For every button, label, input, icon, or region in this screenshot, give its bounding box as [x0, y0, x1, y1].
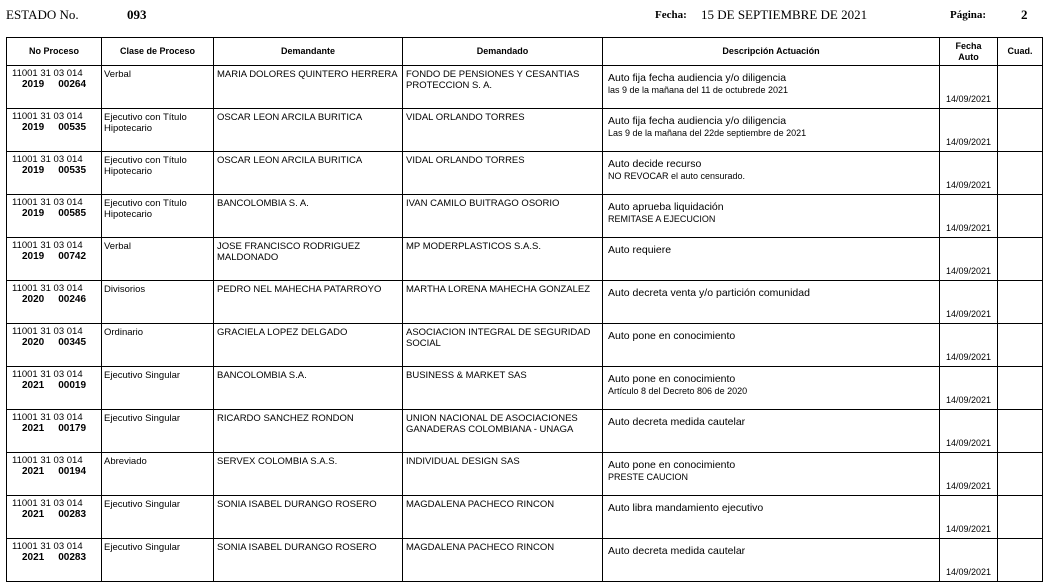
table-body — [7, 66, 1043, 582]
proceso-code: 11001 31 03 014 — [12, 412, 83, 423]
descripcion-cell — [603, 195, 940, 238]
table-row — [7, 324, 1043, 367]
demandado-cell: INDIVIDUAL DESIGN SAS — [403, 453, 603, 496]
descripcion-detail: PRESTE CAUCION — [608, 472, 689, 482]
demandante-cell: GRACIELA LOPEZ DELGADO — [214, 324, 403, 367]
table-row — [7, 109, 1043, 152]
proceso-number — [12, 122, 101, 133]
fecha-auto-cell: 14/09/2021 — [940, 324, 998, 367]
fecha-auto-cell: 14/09/2021 — [940, 539, 998, 582]
proceso-num: 00535 — [58, 122, 87, 133]
proceso-num: 00283 — [58, 509, 87, 520]
proceso-number — [12, 509, 101, 520]
proceso-code: 11001 31 03 014 — [12, 541, 83, 552]
proceso-code: 11001 31 03 014 — [12, 498, 83, 509]
demandante-cell: PEDRO NEL MAHECHA PATARROYO — [214, 281, 403, 324]
proceso-number — [12, 79, 101, 90]
descripcion-main: Auto pone en conocimiento — [608, 373, 736, 385]
cuad-cell — [998, 453, 1043, 496]
descripcion-main: Auto fija fecha audiencia y/o diligencia — [608, 115, 787, 127]
descripcion-detail: las 9 de la mañana del 11 de octubrede 2021 — [608, 85, 788, 95]
fecha-auto-cell: 14/09/2021 — [940, 238, 998, 281]
descripcion-cell — [603, 539, 940, 582]
demandado-cell: MARTHA LORENA MAHECHA GONZALEZ — [403, 281, 603, 324]
col-header-cuad: Cuad. — [998, 38, 1043, 66]
proceso-code: 11001 31 03 014 — [12, 111, 83, 122]
table-row — [7, 496, 1043, 539]
descripcion-main: Auto decreta medida cautelar — [608, 416, 746, 428]
proceso-number — [12, 423, 101, 434]
clase-cell: Ejecutivo Singular — [102, 367, 214, 410]
proceso-cell — [7, 496, 102, 539]
descripcion-main: Auto requiere — [608, 244, 672, 256]
clase-cell: Ejecutivo Singular — [102, 496, 214, 539]
proceso-code: 11001 31 03 014 — [12, 326, 83, 337]
demandado-cell: FONDO DE PENSIONES Y CESANTIAS PROTECCION S. A. — [403, 66, 603, 109]
cuad-cell — [998, 195, 1043, 238]
descripcion-cell — [603, 324, 940, 367]
demandante-cell: SONIA ISABEL DURANGO ROSERO — [214, 539, 403, 582]
demandado-cell: MAGDALENA PACHECO RINCON — [403, 496, 603, 539]
proceso-cell — [7, 367, 102, 410]
clase-cell: Ejecutivo con Título Hipotecario — [102, 109, 214, 152]
proceso-year: 2019 — [22, 208, 45, 219]
proceso-num: 00283 — [58, 552, 87, 563]
clase-cell: Ordinario — [102, 324, 214, 367]
proceso-year: 2021 — [22, 466, 45, 477]
proceso-cell — [7, 324, 102, 367]
descripcion-cell — [603, 410, 940, 453]
fecha-auto-cell: 14/09/2021 — [940, 66, 998, 109]
table-row — [7, 238, 1043, 281]
descripcion-main: Auto libra mandamiento ejecutivo — [608, 502, 764, 514]
cuad-cell — [998, 324, 1043, 367]
demandante-cell: JOSE FRANCISCO RODRIGUEZ MALDONADO — [214, 238, 403, 281]
proceso-num: 00345 — [58, 337, 87, 348]
proceso-number — [12, 337, 101, 348]
cuad-cell — [998, 109, 1043, 152]
proceso-year: 2021 — [22, 509, 45, 520]
col-header-fecha-line2: Auto — [958, 51, 979, 62]
proceso-cell — [7, 539, 102, 582]
proceso-code: 11001 31 03 014 — [12, 197, 83, 208]
fecha-auto-cell: 14/09/2021 — [940, 281, 998, 324]
table-row — [7, 539, 1043, 582]
fecha-value: 15 DE SEPTIEMBRE DE 2021 — [701, 7, 868, 22]
proceso-cell — [7, 66, 102, 109]
proceso-year: 2019 — [22, 165, 45, 176]
proceso-num: 00264 — [58, 79, 87, 90]
clase-cell: Ejecutivo con Título Hipotecario — [102, 152, 214, 195]
demandado-cell: MP MODERPLASTICOS S.A.S. — [403, 238, 603, 281]
descripcion-detail: REMITASE A EJECUCION — [608, 214, 716, 224]
descripcion-cell — [603, 66, 940, 109]
fecha-auto-cell: 14/09/2021 — [940, 410, 998, 453]
proceso-cell — [7, 453, 102, 496]
proceso-number — [12, 165, 101, 176]
pagina-number: 2 — [1021, 7, 1028, 22]
demandante-cell: MARIA DOLORES QUINTERO HERRERA — [214, 66, 403, 109]
proceso-number — [12, 294, 101, 305]
descripcion-main: Auto decreta medida cautelar — [608, 545, 746, 557]
pagina-label: Página: — [950, 9, 987, 21]
proceso-year: 2019 — [22, 251, 45, 262]
col-header-fecha-auto — [940, 38, 998, 66]
proceso-cell — [7, 109, 102, 152]
table-row — [7, 66, 1043, 109]
estado-number: 093 — [127, 7, 147, 22]
descripcion-detail: Las 9 de la mañana del 22de septiembre de 2021 — [608, 128, 807, 138]
clase-cell: Ejecutivo con Título Hipotecario — [102, 195, 214, 238]
proceso-cell — [7, 152, 102, 195]
demandante-cell: BANCOLOMBIA S. A. — [214, 195, 403, 238]
proceso-code: 11001 31 03 014 — [12, 154, 83, 165]
cuad-cell — [998, 281, 1043, 324]
demandado-cell: VIDAL ORLANDO TORRES — [403, 152, 603, 195]
proceso-code: 11001 31 03 014 — [12, 369, 83, 380]
proceso-code: 11001 31 03 014 — [12, 68, 83, 79]
proceso-num: 00535 — [58, 165, 87, 176]
descripcion-cell — [603, 496, 940, 539]
proceso-cell — [7, 238, 102, 281]
fecha-label: Fecha: — [655, 9, 687, 21]
demandado-cell: IVAN CAMILO BUITRAGO OSORIO — [403, 195, 603, 238]
descripcion-main: Auto decide recurso — [608, 158, 702, 170]
cuad-cell — [998, 367, 1043, 410]
proceso-year: 2020 — [22, 294, 45, 305]
fecha-auto-cell: 14/09/2021 — [940, 496, 998, 539]
table-row — [7, 195, 1043, 238]
proceso-number — [12, 251, 101, 262]
demandado-cell: MAGDALENA PACHECO RINCON — [403, 539, 603, 582]
fecha-auto-cell: 14/09/2021 — [940, 367, 998, 410]
table-row — [7, 410, 1043, 453]
demandante-cell: SERVEX COLOMBIA S.A.S. — [214, 453, 403, 496]
descripcion-cell — [603, 367, 940, 410]
demandante-cell: RICARDO SANCHEZ RONDON — [214, 410, 403, 453]
table-row — [7, 367, 1043, 410]
proceso-number — [12, 380, 101, 391]
col-header-demandado: Demandado — [403, 38, 603, 66]
descripcion-main: Auto aprueba liquidación — [608, 201, 724, 213]
estado-label: ESTADO No. — [6, 7, 79, 22]
clase-cell: Verbal — [102, 238, 214, 281]
proceso-cell — [7, 410, 102, 453]
demandado-cell: BUSINESS & MARKET SAS — [403, 367, 603, 410]
table-row — [7, 152, 1043, 195]
descripcion-cell — [603, 152, 940, 195]
cuad-cell — [998, 496, 1043, 539]
proceso-number — [12, 552, 101, 563]
fecha-auto-cell: 14/09/2021 — [940, 453, 998, 496]
proceso-num: 00194 — [58, 466, 87, 477]
demandante-cell: BANCOLOMBIA S.A. — [214, 367, 403, 410]
proceso-cell — [7, 281, 102, 324]
col-header-proceso: No Proceso — [7, 38, 102, 66]
cuad-cell — [998, 238, 1043, 281]
fecha-auto-cell: 14/09/2021 — [940, 152, 998, 195]
proceso-year: 2021 — [22, 552, 45, 563]
proceso-year: 2020 — [22, 337, 45, 348]
proceso-num: 00179 — [58, 423, 87, 434]
demandado-cell: UNION NACIONAL DE ASOCIACIONES GANADERAS COLOMBIANA - UNAGA — [403, 410, 603, 453]
proceso-number — [12, 208, 101, 219]
proceso-year: 2021 — [22, 380, 45, 391]
col-header-descripcion: Descripción Actuación — [603, 38, 940, 66]
proceso-num: 00742 — [58, 251, 87, 262]
table-row — [7, 281, 1043, 324]
clase-cell: Verbal — [102, 66, 214, 109]
proceso-code: 11001 31 03 014 — [12, 283, 83, 294]
demandante-cell: SONIA ISABEL DURANGO ROSERO — [214, 496, 403, 539]
col-header-demandante: Demandante — [214, 38, 403, 66]
col-header-fecha-line1: Fecha — [955, 40, 982, 51]
fecha-auto-cell: 14/09/2021 — [940, 195, 998, 238]
descripcion-main: Auto pone en conocimiento — [608, 330, 736, 342]
demandante-cell: OSCAR LEON ARCILA BURITICA — [214, 152, 403, 195]
descripcion-cell — [603, 281, 940, 324]
clase-cell: Ejecutivo Singular — [102, 410, 214, 453]
proceso-year: 2019 — [22, 79, 45, 90]
demandante-cell: OSCAR LEON ARCILA BURITICA — [214, 109, 403, 152]
descripcion-detail: Artículo 8 del Decreto 806 de 2020 — [608, 386, 748, 396]
proceso-num: 00585 — [58, 208, 87, 219]
fecha-auto-cell: 14/09/2021 — [940, 109, 998, 152]
descripcion-main: Auto fija fecha audiencia y/o diligencia — [608, 72, 787, 84]
proceso-cell — [7, 195, 102, 238]
proceso-num: 00246 — [58, 294, 87, 305]
descripcion-main: Auto pone en conocimiento — [608, 459, 736, 471]
cuad-cell — [998, 66, 1043, 109]
table-row — [7, 453, 1043, 496]
demandado-cell: VIDAL ORLANDO TORRES — [403, 109, 603, 152]
table-header-row — [7, 38, 1043, 66]
clase-cell: Ejecutivo Singular — [102, 539, 214, 582]
descripcion-detail: NO REVOCAR el auto censurado. — [608, 171, 746, 181]
demandado-cell: ASOCIACION INTEGRAL DE SEGURIDAD SOCIAL — [403, 324, 603, 367]
cuad-cell — [998, 410, 1043, 453]
cuad-cell — [998, 152, 1043, 195]
estado-table — [6, 37, 1043, 582]
proceso-year: 2019 — [22, 122, 45, 133]
clase-cell: Divisorios — [102, 281, 214, 324]
proceso-num: 00019 — [58, 380, 87, 391]
proceso-year: 2021 — [22, 423, 45, 434]
proceso-code: 11001 31 03 014 — [12, 240, 83, 251]
proceso-code: 11001 31 03 014 — [12, 455, 83, 466]
cuad-cell — [998, 539, 1043, 582]
descripcion-main: Auto decreta venta y/o partición comunidad — [608, 287, 810, 299]
descripcion-cell — [603, 238, 940, 281]
descripcion-cell — [603, 109, 940, 152]
proceso-number — [12, 466, 101, 477]
descripcion-cell — [603, 453, 940, 496]
clase-cell: Abreviado — [102, 453, 214, 496]
col-header-clase: Clase de Proceso — [102, 38, 214, 66]
